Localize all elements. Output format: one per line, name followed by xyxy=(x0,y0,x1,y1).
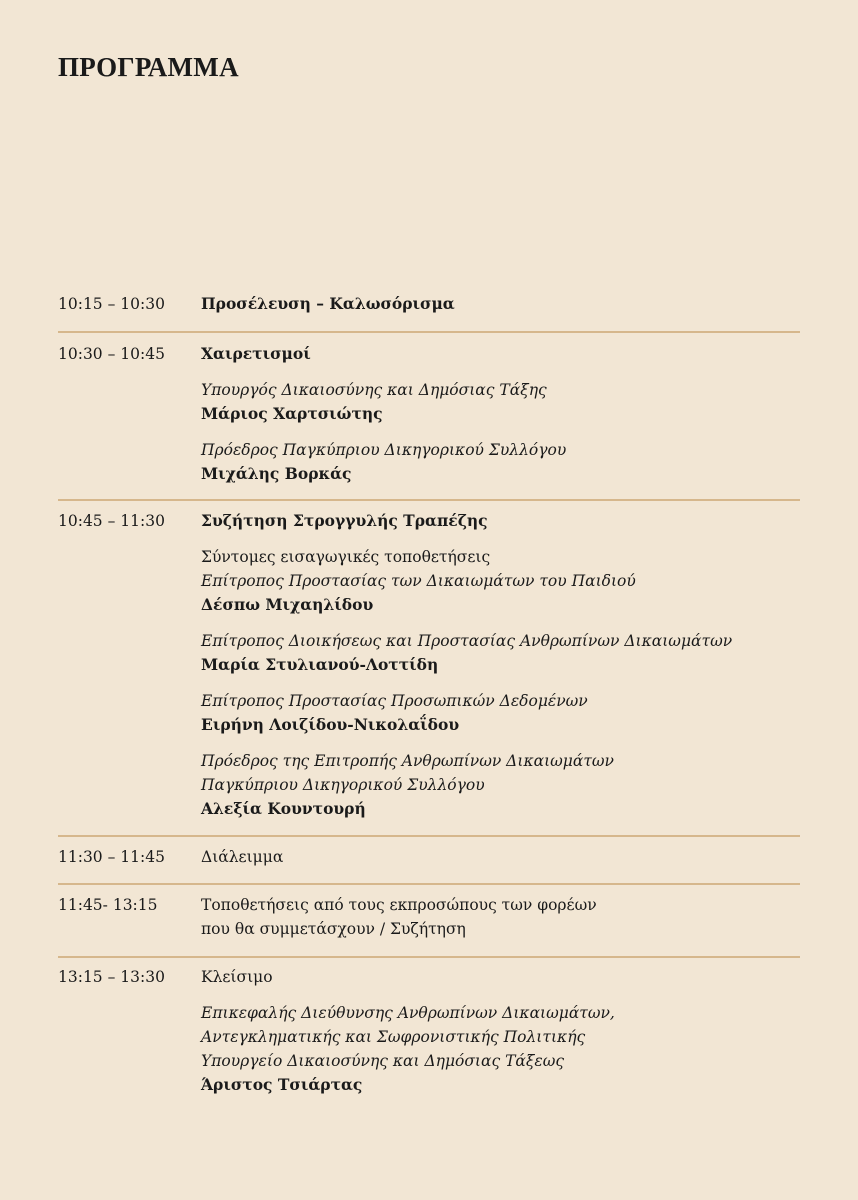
speaker-role: Υπουργός Δικαιοσύνης και Δημόσιας Τάξης xyxy=(201,381,547,399)
session-time: 10:15 – 10:30 xyxy=(58,295,165,313)
session-content xyxy=(201,845,801,869)
speaker-name: Ειρήνη Λοιζίδου-Νικολαΐδου xyxy=(201,715,460,734)
speaker-role: Πρόεδρος Παγκύπριου Δικηγορικού Συλλόγου xyxy=(201,441,567,459)
speaker-name: Αλεξία Κουντουρή xyxy=(201,799,366,818)
session-heading: Συζήτηση Στρογγυλής Τραπέζης xyxy=(201,511,488,530)
spacer xyxy=(201,617,801,629)
spacer xyxy=(201,533,801,545)
speaker-role: Επικεφαλής Διεύθυνσης Ανθρωπίνων Δικαιωμάτων, xyxy=(201,1004,615,1022)
session-content xyxy=(201,965,801,1097)
section-divider xyxy=(58,835,800,837)
session-heading: Χαιρετισμοί xyxy=(201,344,311,363)
speaker-name: Άριστος Τσιάρτας xyxy=(201,1075,363,1094)
spacer xyxy=(201,426,801,438)
speaker-name: Μαρία Στυλιανού-Λοττίδη xyxy=(201,655,439,674)
speaker-name: Μάριος Χαρτσιώτης xyxy=(201,404,383,423)
spacer xyxy=(201,737,801,749)
session-intro: Σύντομες εισαγωγικές τοποθετήσεις xyxy=(201,548,491,566)
speaker-role: Επίτροπος Προστασίας Προσωπικών Δεδομένων xyxy=(201,692,588,710)
speaker-role: Αντεγκληματικής και Σωφρονιστικής Πολιτικής xyxy=(201,1028,586,1046)
session-time: 11:45- 13:15 xyxy=(58,896,158,914)
section-divider xyxy=(58,956,800,958)
session-text: Τοποθετήσεις από τους εκπροσώπους των φορέων xyxy=(201,896,597,914)
session-time: 11:30 – 11:45 xyxy=(58,848,165,866)
session-content xyxy=(201,509,801,821)
session-time: 13:15 – 13:30 xyxy=(58,968,165,986)
session-content xyxy=(201,342,801,486)
speaker-role: Υπουργείο Δικαιοσύνης και Δημόσιας Τάξεως xyxy=(201,1052,565,1070)
spacer xyxy=(201,989,801,1001)
spacer xyxy=(201,677,801,689)
session-content xyxy=(201,292,801,316)
speaker-name: Δέσπω Μιχαηλίδου xyxy=(201,595,374,614)
page-title: ΠΡΟΓΡΑΜΜΑ xyxy=(58,52,239,82)
section-divider xyxy=(58,331,800,333)
speaker-role: Πρόεδρος της Επιτροπής Ανθρωπίνων Δικαιωμάτων xyxy=(201,752,614,770)
spacer xyxy=(201,366,801,378)
speaker-name: Μιχάλης Βορκάς xyxy=(201,464,352,483)
session-text: που θα συμμετάσχουν / Συζήτηση xyxy=(201,920,466,938)
session-time: 10:30 – 10:45 xyxy=(58,345,165,363)
session-heading: Προσέλευση – Καλωσόρισμα xyxy=(201,294,455,313)
speaker-role: Παγκύπριου Δικηγορικού Συλλόγου xyxy=(201,776,485,794)
speaker-role: Επίτροπος Διοικήσεως και Προστασίας Ανθρωπίνων Δικαιωμάτων xyxy=(201,632,733,650)
session-text: Κλείσιμο xyxy=(201,968,273,986)
session-content xyxy=(201,893,801,941)
session-text: Διάλειμμα xyxy=(201,848,284,866)
speaker-role: Επίτροπος Προστασίας των Δικαιωμάτων του Παιδιού xyxy=(201,572,636,590)
section-divider xyxy=(58,883,800,885)
section-divider xyxy=(58,499,800,501)
session-time: 10:45 – 11:30 xyxy=(58,512,165,530)
